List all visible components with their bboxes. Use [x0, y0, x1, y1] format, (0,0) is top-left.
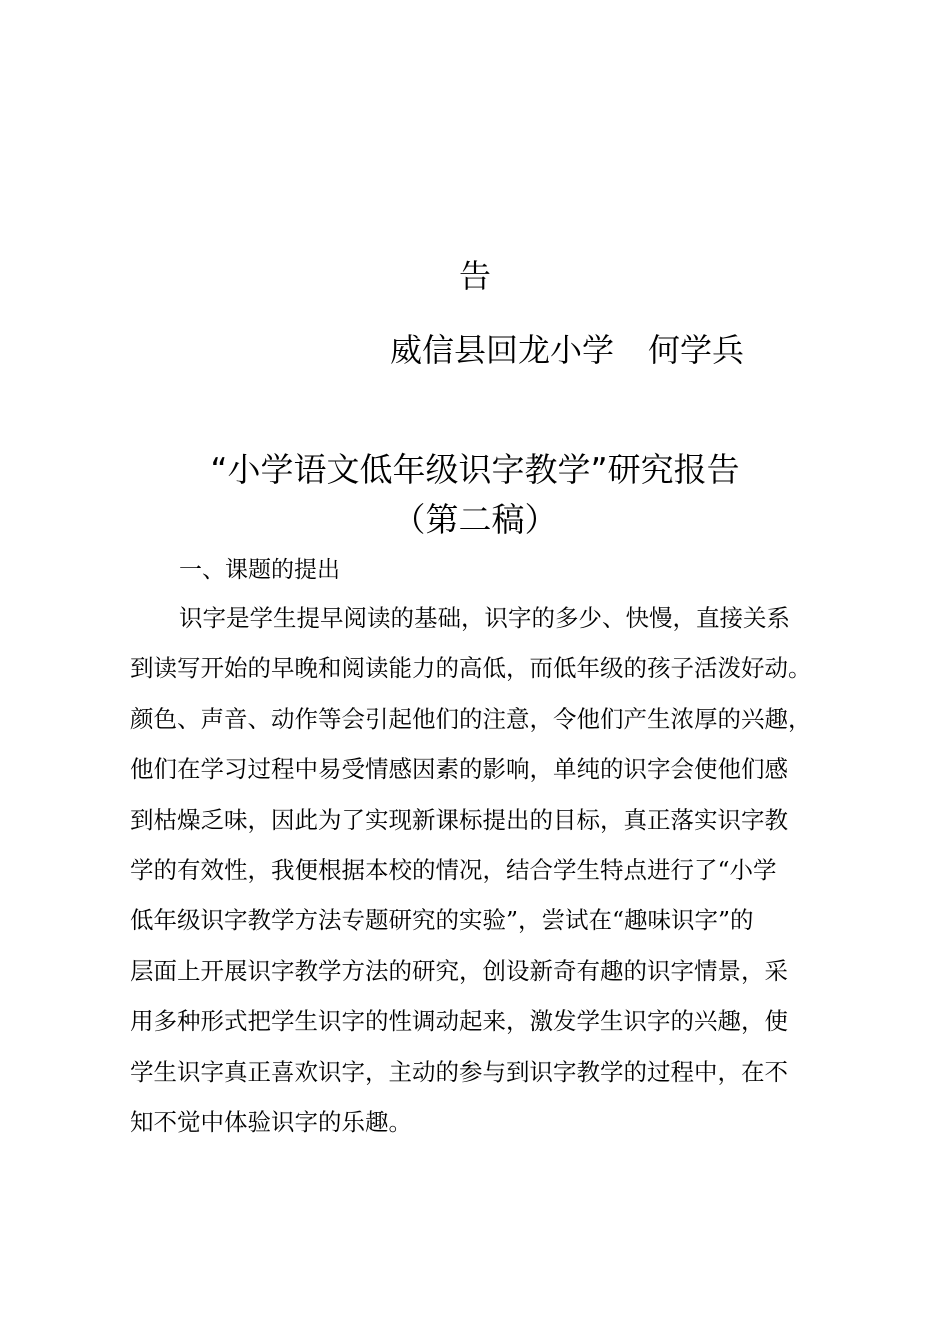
report-subtitle: （第二稿） — [392, 500, 558, 539]
paragraph-line: 到读写开始的早晚和阅读能力的高低，而低年级的孩子活泼好动。 — [130, 654, 812, 683]
header-fragment: 告 — [458, 257, 491, 295]
paragraph-line: 层面上开展识字教学方法的研究，创设新奇有趣的识字情景，采 — [130, 956, 788, 985]
report-title: “小学语文低年级识字教学”研究报告 — [210, 450, 740, 489]
paragraph-line: 知不觉中体验识字的乐趣。 — [130, 1107, 412, 1136]
author-line — [390, 328, 744, 372]
paragraph-line: 颜色、声音、动作等会引起他们的注意，令他们产生浓厚的兴趣， — [130, 704, 812, 733]
paragraph-line: 低年级识字教学方法专题研究的实验”，尝试在“趣味识字”的 — [130, 906, 754, 935]
paragraph-line: 到枯燥乏味，因此为了实现新课标提出的目标，真正落实识字教 — [130, 805, 788, 834]
author-school: 威信县回龙小学 — [390, 331, 615, 369]
paragraph-line: 学的有效性，我便根据本校的情况，结合学生特点进行了“小学 — [130, 855, 777, 884]
paragraph-line: 学生识字真正喜欢识字，主动的参与到识字教学的过程中，在不 — [130, 1057, 788, 1086]
section-heading: 一、课题的提出 — [179, 557, 340, 583]
body-paragraph — [130, 600, 850, 1154]
author-name: 何学兵 — [648, 331, 745, 369]
paragraph-line: 用多种形式把学生识字的性调动起来，激发学生识字的兴趣，使 — [130, 1007, 788, 1036]
paragraph-line: 他们在学习过程中易受情感因素的影响，单纯的识字会使他们感 — [130, 755, 788, 784]
paragraph-line: 识字是学生提早阅读的基础，识字的多少、快慢，直接关系 — [179, 604, 790, 632]
